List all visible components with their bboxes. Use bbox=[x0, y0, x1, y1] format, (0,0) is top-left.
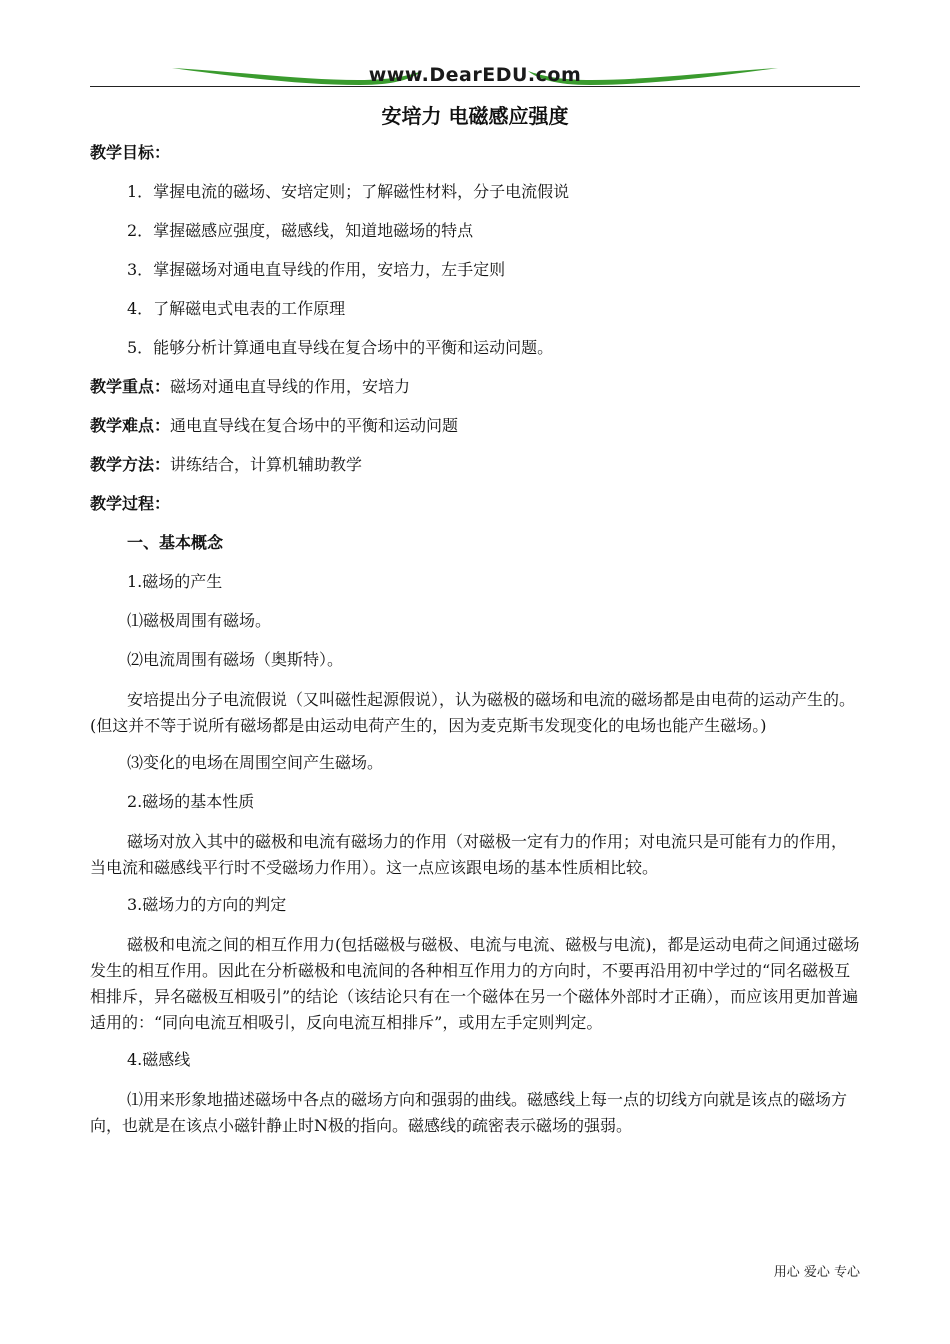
method-text: 讲练结合，计算机辅助教学 bbox=[170, 455, 363, 474]
difficulty-label: 教学难点： bbox=[90, 416, 171, 435]
footer-motto: 用心 爱心 专心 bbox=[773, 1265, 860, 1280]
goal-item: 2．掌握磁感应强度，磁感线，知道地磁场的特点 bbox=[127, 221, 474, 240]
paragraph: ⑴用来形象地描述磁场中各点的磁场方向和强弱的曲线。磁感线上每一点的切线方向就是该点的磁场方向，也就是在该点小磁针静止时N极的指向。磁感线的疏密表示磁场的强弱。 bbox=[90, 1090, 848, 1135]
method bbox=[90, 453, 860, 477]
method-label: 教学方法： bbox=[90, 455, 171, 474]
document-body bbox=[90, 141, 860, 1151]
paragraph: 安培提出分子电流假说（又叫磁性起源假说），认为磁极的磁场和电流的磁场都是由电荷的运动产生的。(但这并不等于说所有磁场都是由运动电荷产生的，因为麦克斯韦发现变化的电场也能产生磁场。) bbox=[90, 690, 856, 735]
goal-item: 1．掌握电流的磁场、安培定则；了解磁性材料，分子电流假说 bbox=[127, 182, 570, 201]
site-header bbox=[90, 58, 860, 94]
list-item: ⑵电流周围有磁场（奥斯特）。 bbox=[127, 650, 344, 669]
difficulty bbox=[90, 414, 860, 438]
key-point bbox=[90, 375, 860, 399]
page-title: 安培力 电磁感应强度 bbox=[381, 104, 569, 128]
goal-item: 3．掌握磁场对通电直导线的作用，安培力，左手定则 bbox=[127, 260, 506, 279]
header-rule bbox=[90, 86, 860, 87]
goal-item: 4．了解磁电式电表的工作原理 bbox=[127, 299, 346, 318]
subsection-heading: 1.磁场的产生 bbox=[127, 572, 223, 591]
paragraph: 磁极和电流之间的相互作用力(包括磁极与磁极、电流与电流、磁极与电流)，都是运动电荷之间通过磁场发生的相互作用。因此在分析磁极和电流间的各种相互作用力的方向时，不要再沿用初中学过的“同名磁极互相排斥，异名磁极互相吸引”的结论（该结论只有在一个磁体在另一个磁体外部时才正确），而应该用更加普遍适用的：“同向电流互相吸引，反向电流互相排斥”，或用左手定则判定。 bbox=[90, 935, 860, 1032]
list-item: ⑴磁极周围有磁场。 bbox=[127, 611, 272, 630]
subsection-heading: 3.磁场力的方向的判定 bbox=[127, 895, 287, 914]
key-point-text: 磁场对通电直导线的作用，安培力 bbox=[170, 377, 411, 396]
process-label: 教学过程： bbox=[90, 494, 171, 513]
key-point-label: 教学重点： bbox=[90, 377, 171, 396]
site-url[interactable]: www.DearEDU.com bbox=[368, 64, 582, 86]
goals-label: 教学目标： bbox=[90, 143, 171, 162]
list-item: ⑶变化的电场在周围空间产生磁场。 bbox=[127, 753, 384, 772]
subsection-heading: 2.磁场的基本性质 bbox=[127, 792, 255, 811]
goal-item: 5．能够分析计算通电直导线在复合场中的平衡和运动问题。 bbox=[127, 338, 554, 357]
difficulty-text: 通电直导线在复合场中的平衡和运动问题 bbox=[170, 416, 459, 435]
subsection-heading: 4.磁感线 bbox=[127, 1050, 191, 1069]
section-heading: 一、基本概念 bbox=[127, 533, 224, 552]
paragraph: 磁场对放入其中的磁极和电流有磁场力的作用（对磁极一定有力的作用；对电流只是可能有力的作用，当电流和磁感线平行时不受磁场力作用）。这一点应该跟电场的基本性质相比较。 bbox=[90, 832, 848, 877]
